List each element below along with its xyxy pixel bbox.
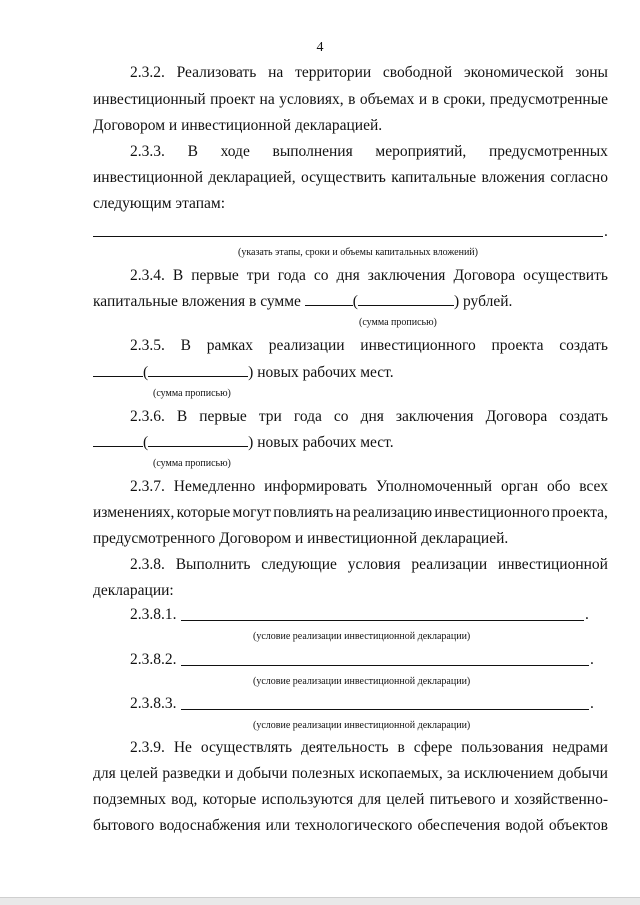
word: деятельность [301, 739, 389, 756]
word: инвестиционной [497, 556, 608, 573]
word: проект [210, 91, 256, 108]
word: 2.3.8. [130, 556, 165, 573]
word: сфере [413, 739, 453, 756]
clause-2-3-6-line2 [93, 432, 394, 453]
clause-2-3-5-line1 [130, 336, 608, 356]
word: разведки [162, 765, 221, 782]
word: Немедленно [173, 478, 256, 495]
word: Не [173, 739, 192, 756]
jobs3y-caption: (сумма прописью) [153, 458, 231, 469]
sum-caption: (сумма прописью) [359, 317, 437, 328]
condition-3-end: . [590, 695, 594, 712]
word: и [500, 791, 510, 808]
word: могут [232, 504, 271, 521]
condition-2-blank [181, 665, 589, 666]
word: 2.3.5. [130, 337, 165, 354]
word: Уполномоченный [375, 478, 493, 495]
word: пользования [461, 739, 544, 756]
word: три [246, 267, 270, 284]
word: всех [579, 478, 608, 495]
word: в [397, 739, 405, 756]
word: за [447, 765, 461, 782]
word: объектов [548, 817, 608, 834]
sum-words-blank [358, 291, 454, 306]
word: года [277, 267, 306, 284]
word: следующие [261, 556, 337, 573]
word: экономической [463, 64, 564, 81]
word: инвестиционного [434, 504, 550, 521]
word: на [268, 64, 284, 81]
jobs-open-paren: ( [143, 364, 149, 381]
stages-blank-line [93, 236, 603, 237]
page-number: 4 [316, 40, 324, 55]
word: реализации [268, 337, 345, 354]
condition-1-caption: (условие реализации инвестиционной декларации) [253, 631, 471, 642]
word: осуществить [523, 267, 608, 284]
jobs3y-words-blank [148, 432, 248, 447]
word: В [187, 143, 198, 160]
clause-2-3-8-line1 [130, 555, 608, 575]
word: мероприятий, [375, 143, 467, 160]
word: хозяйственно- [514, 791, 608, 808]
clause-2-3-3-line3: следующим этапам: [93, 195, 225, 212]
word: инвестиционный [93, 91, 206, 108]
clause-2-3-9-line4 [93, 816, 608, 836]
word: в [431, 91, 439, 108]
clause-2-3-7-line1 [130, 477, 608, 497]
word: создать [559, 408, 608, 425]
stages-blank-end: . [604, 223, 608, 240]
word: 2.3.9. [130, 739, 165, 756]
word: водоснабжения [159, 817, 261, 834]
word: первые [199, 408, 247, 425]
word: питьевого [429, 791, 496, 808]
word: 2.3.7. [130, 478, 165, 495]
clause-2-3-9-line3 [93, 790, 608, 810]
jobs-caption: (сумма прописью) [153, 388, 231, 399]
word: В [176, 408, 188, 425]
word: инвестиционной [93, 169, 204, 186]
condition-1-label: 2.3.8.1. [130, 606, 177, 623]
word: ходе [220, 143, 250, 160]
word: повлиять [273, 504, 334, 521]
word: осуществить [300, 169, 386, 186]
clause-2-3-7-line2 [93, 503, 608, 523]
word: года [293, 408, 322, 425]
word: вод, [171, 791, 198, 808]
condition-3-caption: (условие реализации инвестиционной декларации) [253, 720, 471, 731]
word: целей [120, 765, 159, 782]
word: вложения [481, 169, 545, 186]
word: целей [386, 791, 425, 808]
word: дня [336, 267, 360, 284]
word: сроки, [443, 91, 486, 108]
clause-2-3-9-line1 [130, 738, 608, 758]
clause-2-3-8-line2: декларации: [93, 582, 174, 599]
word: ископаемых, [359, 765, 443, 782]
word: недрами [552, 739, 608, 756]
word: осуществлять [200, 739, 293, 756]
clause-2-3-2-line2 [93, 90, 608, 110]
jobs3y-open-paren: ( [143, 434, 149, 451]
word: дня [360, 408, 384, 425]
word: или [265, 817, 290, 834]
page-bottom-edge [0, 897, 640, 905]
word: три [258, 408, 282, 425]
word: изменениях, [93, 504, 175, 521]
word: для [358, 791, 382, 808]
word: обеспечения [417, 817, 501, 834]
word: свободной [382, 64, 453, 81]
clause-2-3-3-line1 [130, 142, 608, 162]
word: которые [176, 504, 231, 521]
jobs3y-blank-short [93, 432, 143, 447]
word: подземных [93, 791, 166, 808]
word: заключения [395, 408, 474, 425]
stages-caption: (указать этапы, сроки и объемы капитальных вложений) [238, 247, 478, 258]
condition-2-end: . [590, 651, 594, 668]
word: выполнения [272, 143, 353, 160]
clause-2-3-3-line2 [93, 168, 608, 188]
word: со [333, 408, 349, 425]
word: исключением [464, 765, 554, 782]
word: заключения [367, 267, 446, 284]
sum-suffix: ) рублей. [453, 293, 513, 310]
word: информировать [264, 478, 368, 495]
clause-2-3-2-line3: Договором и инвестиционной декларацией. [93, 117, 383, 134]
word: реализацию [353, 504, 433, 521]
word: Договора [453, 267, 516, 284]
word: добычи [237, 765, 288, 782]
word: обо [546, 478, 571, 495]
word: на [259, 91, 275, 108]
word: в [348, 91, 356, 108]
clause-2-3-4-line1 [130, 266, 608, 286]
word: первые [191, 267, 239, 284]
word: со [313, 267, 329, 284]
word: и [224, 765, 234, 782]
word: зоны [575, 64, 608, 81]
jobs-words-blank [148, 362, 248, 377]
clause-2-3-6-line1 [130, 407, 608, 427]
word: предусмотренных [489, 143, 608, 160]
word: создать [559, 337, 608, 354]
condition-1-blank [181, 620, 584, 621]
word: которые [202, 791, 257, 808]
word: бытового [93, 817, 155, 834]
word: Реализовать [176, 64, 257, 81]
sum-blank-short [305, 291, 353, 306]
clause-2-3-4-line2 [93, 291, 512, 312]
word: Выполнить [175, 556, 251, 573]
word: проекта, [552, 504, 608, 521]
word: территории [295, 64, 372, 81]
word: полезных [291, 765, 355, 782]
word: добычи [557, 765, 608, 782]
word: 2.3.4. [130, 267, 165, 284]
word: капитальные [391, 169, 477, 186]
word: на [335, 504, 351, 521]
sum-open-paren: ( [352, 293, 358, 310]
word: орган [500, 478, 539, 495]
condition-3-blank [181, 709, 589, 710]
word: используются [261, 791, 354, 808]
jobs-suffix: ) новых рабочих мест. [248, 364, 394, 381]
word: проекта [491, 337, 544, 354]
clause-2-3-5-line2 [93, 362, 394, 383]
word: Договора [485, 408, 548, 425]
word: согласно [550, 169, 608, 186]
word: декларацией, [208, 169, 296, 186]
condition-2-caption: (условие реализации инвестиционной декларации) [253, 676, 471, 687]
sum-label: капитальные вложения в сумме [93, 293, 301, 310]
condition-3-label: 2.3.8.3. [130, 695, 177, 712]
word: объемах [359, 91, 415, 108]
word: 2.3.6. [130, 408, 165, 425]
word: 2.3.3. [130, 143, 165, 160]
word: для [93, 765, 116, 782]
word: и [418, 91, 428, 108]
condition-1-end: . [585, 606, 589, 623]
word: рамках [206, 337, 254, 354]
word: водой [505, 817, 544, 834]
word: 2.3.2. [130, 64, 165, 81]
word: В [180, 337, 191, 354]
jobs3y-suffix: ) новых рабочих мест. [248, 434, 394, 451]
clause-2-3-2-line1 [130, 63, 608, 83]
word: предусмотренные [489, 91, 608, 108]
word: реализации [411, 556, 488, 573]
clause-2-3-7-line3: предусмотренного Договором и инвестиционной декларацией. [93, 530, 509, 547]
word: условия [347, 556, 401, 573]
word: В [172, 267, 184, 284]
condition-2-label: 2.3.8.2. [130, 651, 177, 668]
word: инвестиционного [360, 337, 476, 354]
word: условиях, [279, 91, 344, 108]
word: технологического [295, 817, 413, 834]
jobs-blank-short [93, 362, 143, 377]
clause-2-3-9-line2 [93, 764, 608, 784]
